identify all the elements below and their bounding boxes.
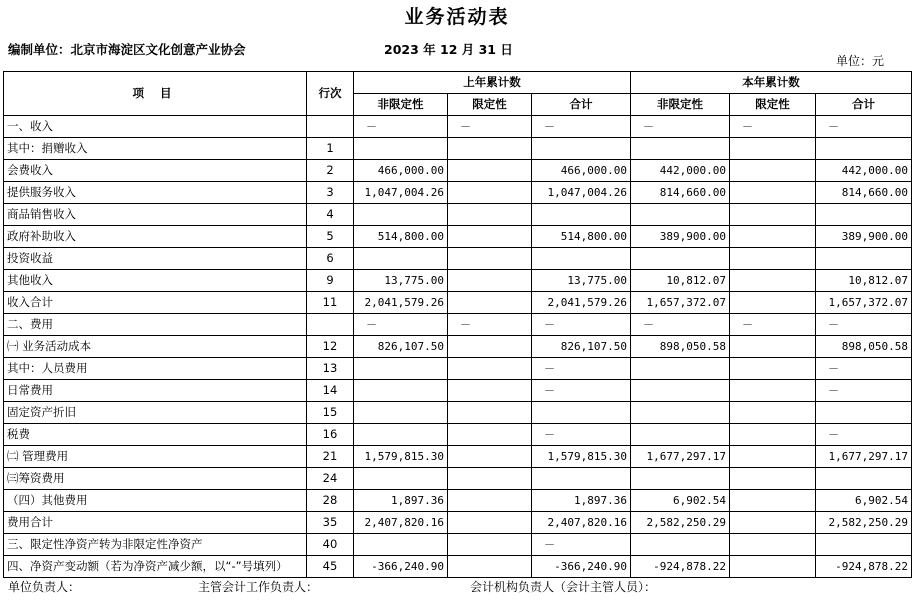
row-item-label: 三、限定性净资产转为非限定性净资产	[4, 534, 307, 556]
cell-cu: 814,660.00	[631, 182, 730, 204]
row-line-number: 5	[307, 226, 354, 248]
cell-cr	[730, 534, 816, 556]
cell-pu	[354, 424, 448, 446]
cell-pt	[532, 138, 631, 160]
table-row	[4, 270, 912, 292]
cell-cr	[730, 182, 816, 204]
cell-ct: 1,657,372.07	[816, 292, 912, 314]
cell-pu: －	[354, 116, 448, 138]
cell-pu: 2,041,579.26	[354, 292, 448, 314]
cell-cu: 389,900.00	[631, 226, 730, 248]
cell-pt: 2,407,820.16	[532, 512, 631, 534]
cell-pu: 1,047,004.26	[354, 182, 448, 204]
cell-pu: 826,107.50	[354, 336, 448, 358]
activity-statement-table	[3, 71, 912, 578]
cell-ct: －	[816, 380, 912, 402]
cell-pu	[354, 138, 448, 160]
footer-unit-head: 单位负责人：	[8, 580, 81, 594]
cell-cr	[730, 160, 816, 182]
cell-pr	[448, 226, 532, 248]
cell-pt	[532, 204, 631, 226]
cell-ct: 2,582,250.29	[816, 512, 912, 534]
cell-cr	[730, 270, 816, 292]
cell-cr	[730, 490, 816, 512]
cell-pr	[448, 182, 532, 204]
row-item-label: 四、净资产变动额（若为净资产减少额，以“-”号填列）	[4, 556, 307, 578]
cell-cr	[730, 138, 816, 160]
report-title: 业务活动表	[404, 6, 510, 28]
row-item-label: 会费收入	[4, 160, 307, 182]
table-row	[4, 556, 912, 578]
cell-cu: 2,582,250.29	[631, 512, 730, 534]
cell-ct	[816, 204, 912, 226]
table-row	[4, 226, 912, 248]
cell-cr	[730, 292, 816, 314]
row-item-label: 一、收入	[4, 116, 307, 138]
row-line-number: 15	[307, 402, 354, 424]
table-row	[4, 402, 912, 424]
cell-pr	[448, 270, 532, 292]
cell-cu: 442,000.00	[631, 160, 730, 182]
cell-cu	[631, 534, 730, 556]
row-line-number: 21	[307, 446, 354, 468]
cell-pt: －	[532, 424, 631, 446]
row-line-number	[307, 116, 354, 138]
table-row	[4, 160, 912, 182]
cell-pr	[448, 556, 532, 578]
cell-pr	[448, 204, 532, 226]
row-line-number: 13	[307, 358, 354, 380]
cell-pu: 466,000.00	[354, 160, 448, 182]
cell-cr	[730, 512, 816, 534]
cell-ct	[816, 138, 912, 160]
cell-pu: 2,407,820.16	[354, 512, 448, 534]
cell-pt	[532, 402, 631, 424]
cell-pt: 2,041,579.26	[532, 292, 631, 314]
cell-pu	[354, 468, 448, 490]
cell-cu	[631, 138, 730, 160]
col-header-prev-unrestricted: 非限定性	[354, 94, 448, 116]
cell-pu	[354, 534, 448, 556]
cell-pt: 13,775.00	[532, 270, 631, 292]
table-row	[4, 446, 912, 468]
cell-ct: -924,878.22	[816, 556, 912, 578]
cell-cr	[730, 204, 816, 226]
cell-cr	[730, 446, 816, 468]
cell-pt: －	[532, 380, 631, 402]
cell-ct: －	[816, 424, 912, 446]
footer-accounting-head: 会计机构负责人（会计主管人员）：	[470, 580, 657, 594]
row-line-number: 2	[307, 160, 354, 182]
cell-pr	[448, 490, 532, 512]
col-header-line: 行次	[307, 72, 354, 116]
row-line-number: 16	[307, 424, 354, 446]
row-line-number: 28	[307, 490, 354, 512]
cell-pr	[448, 402, 532, 424]
cell-pr	[448, 534, 532, 556]
cell-cu	[631, 248, 730, 270]
cell-pu	[354, 380, 448, 402]
row-item-label: 投资收益	[4, 248, 307, 270]
cell-ct: 898,050.58	[816, 336, 912, 358]
cell-cr	[730, 556, 816, 578]
cell-cr	[730, 468, 816, 490]
cell-pr	[448, 160, 532, 182]
col-header-prev-total: 合计	[532, 94, 631, 116]
cell-pr	[448, 512, 532, 534]
cell-pt: 826,107.50	[532, 336, 631, 358]
cell-cu: 6,902.54	[631, 490, 730, 512]
cell-cu	[631, 358, 730, 380]
col-header-curr-restricted: 限定性	[730, 94, 816, 116]
col-header-prev-restricted: 限定性	[448, 94, 532, 116]
cell-pt: －	[532, 116, 631, 138]
cell-pr	[448, 292, 532, 314]
cell-cu: 1,657,372.07	[631, 292, 730, 314]
cell-cu: 898,050.58	[631, 336, 730, 358]
cell-ct	[816, 402, 912, 424]
cell-pt: 1,047,004.26	[532, 182, 631, 204]
table-row	[4, 204, 912, 226]
reporting-unit: 编制单位：北京市海淀区文化创意产业协会	[8, 42, 246, 57]
cell-ct: 389,900.00	[816, 226, 912, 248]
cell-cr	[730, 336, 816, 358]
currency-unit: 单位：元	[836, 54, 885, 68]
cell-cu	[631, 468, 730, 490]
row-line-number: 14	[307, 380, 354, 402]
cell-cu: －	[631, 314, 730, 336]
cell-cu: －	[631, 116, 730, 138]
cell-pt: －	[532, 358, 631, 380]
cell-cr	[730, 358, 816, 380]
cell-pt	[532, 248, 631, 270]
cell-ct: 814,660.00	[816, 182, 912, 204]
cell-cr	[730, 226, 816, 248]
row-line-number: 3	[307, 182, 354, 204]
header-row-groups	[4, 72, 912, 94]
cell-cu: 1,677,297.17	[631, 446, 730, 468]
cell-ct: 6,902.54	[816, 490, 912, 512]
row-item-label: 商品销售收入	[4, 204, 307, 226]
col-header-prev-year: 上年累计数	[354, 72, 631, 94]
cell-cr	[730, 402, 816, 424]
col-header-curr-year: 本年累计数	[631, 72, 912, 94]
row-item-label: （四）其他费用	[4, 490, 307, 512]
cell-cr: －	[730, 314, 816, 336]
cell-pt: －	[532, 314, 631, 336]
row-item-label: 税费	[4, 424, 307, 446]
cell-cr: －	[730, 116, 816, 138]
table-row	[4, 534, 912, 556]
cell-cu	[631, 204, 730, 226]
cell-pt: 1,579,815.30	[532, 446, 631, 468]
cell-pu	[354, 358, 448, 380]
row-line-number: 1	[307, 138, 354, 160]
cell-pu: -366,240.90	[354, 556, 448, 578]
cell-ct: 1,677,297.17	[816, 446, 912, 468]
row-item-label: 其中：人员费用	[4, 358, 307, 380]
cell-pt: －	[532, 534, 631, 556]
cell-cr	[730, 424, 816, 446]
cell-pu: －	[354, 314, 448, 336]
row-line-number: 9	[307, 270, 354, 292]
cell-pr	[448, 336, 532, 358]
cell-ct	[816, 248, 912, 270]
report-date: 2023 年 12 月 31 日	[384, 42, 513, 57]
table-row	[4, 138, 912, 160]
col-header-curr-unrestricted: 非限定性	[631, 94, 730, 116]
row-item-label: 其中：捐赠收入	[4, 138, 307, 160]
cell-cu	[631, 424, 730, 446]
row-line-number: 4	[307, 204, 354, 226]
cell-pr	[448, 358, 532, 380]
table-row	[4, 380, 912, 402]
row-line-number: 35	[307, 512, 354, 534]
row-line-number: 24	[307, 468, 354, 490]
table-row	[4, 490, 912, 512]
table-row	[4, 358, 912, 380]
table-row	[4, 292, 912, 314]
row-line-number: 12	[307, 336, 354, 358]
row-item-label: 二、费用	[4, 314, 307, 336]
row-item-label: ㈠ 业务活动成本	[4, 336, 307, 358]
row-line-number	[307, 314, 354, 336]
table-row	[4, 314, 912, 336]
cell-pu	[354, 248, 448, 270]
cell-ct: －	[816, 358, 912, 380]
cell-pr: －	[448, 314, 532, 336]
row-line-number: 45	[307, 556, 354, 578]
row-item-label: 日常费用	[4, 380, 307, 402]
row-line-number: 11	[307, 292, 354, 314]
cell-pt: 466,000.00	[532, 160, 631, 182]
cell-cu	[631, 402, 730, 424]
table-row	[4, 336, 912, 358]
cell-pr	[448, 468, 532, 490]
table-row	[4, 116, 912, 138]
row-item-label: 提供服务收入	[4, 182, 307, 204]
cell-cr	[730, 248, 816, 270]
cell-pu	[354, 402, 448, 424]
row-item-label: 政府补助收入	[4, 226, 307, 248]
cell-cr	[730, 380, 816, 402]
footer-chief-accountant: 主管会计工作负责人：	[198, 580, 319, 594]
cell-pr	[448, 446, 532, 468]
cell-pr	[448, 248, 532, 270]
cell-cu	[631, 380, 730, 402]
table-row	[4, 248, 912, 270]
cell-pr: －	[448, 116, 532, 138]
table-row	[4, 468, 912, 490]
row-item-label: 费用合计	[4, 512, 307, 534]
cell-pt: 1,897.36	[532, 490, 631, 512]
row-item-label: 收入合计	[4, 292, 307, 314]
cell-cu: 10,812.07	[631, 270, 730, 292]
row-item-label: ㈢筹资费用	[4, 468, 307, 490]
col-header-item: 项 目	[4, 72, 307, 116]
cell-pt: -366,240.90	[532, 556, 631, 578]
row-item-label: 固定资产折旧	[4, 402, 307, 424]
cell-ct: 10,812.07	[816, 270, 912, 292]
cell-ct	[816, 468, 912, 490]
col-header-curr-total: 合计	[816, 94, 912, 116]
table-row	[4, 424, 912, 446]
cell-pt	[532, 468, 631, 490]
cell-pr	[448, 380, 532, 402]
cell-pu: 13,775.00	[354, 270, 448, 292]
table-row	[4, 182, 912, 204]
row-line-number: 40	[307, 534, 354, 556]
table-row	[4, 512, 912, 534]
row-item-label: 其他收入	[4, 270, 307, 292]
cell-pr	[448, 424, 532, 446]
row-line-number: 6	[307, 248, 354, 270]
cell-pu: 514,800.00	[354, 226, 448, 248]
cell-ct: －	[816, 116, 912, 138]
cell-pu	[354, 204, 448, 226]
row-item-label: ㈡ 管理费用	[4, 446, 307, 468]
cell-pt: 514,800.00	[532, 226, 631, 248]
cell-pu: 1,579,815.30	[354, 446, 448, 468]
cell-cu: -924,878.22	[631, 556, 730, 578]
cell-pr	[448, 138, 532, 160]
cell-ct: －	[816, 314, 912, 336]
cell-pu: 1,897.36	[354, 490, 448, 512]
cell-ct	[816, 534, 912, 556]
cell-ct: 442,000.00	[816, 160, 912, 182]
